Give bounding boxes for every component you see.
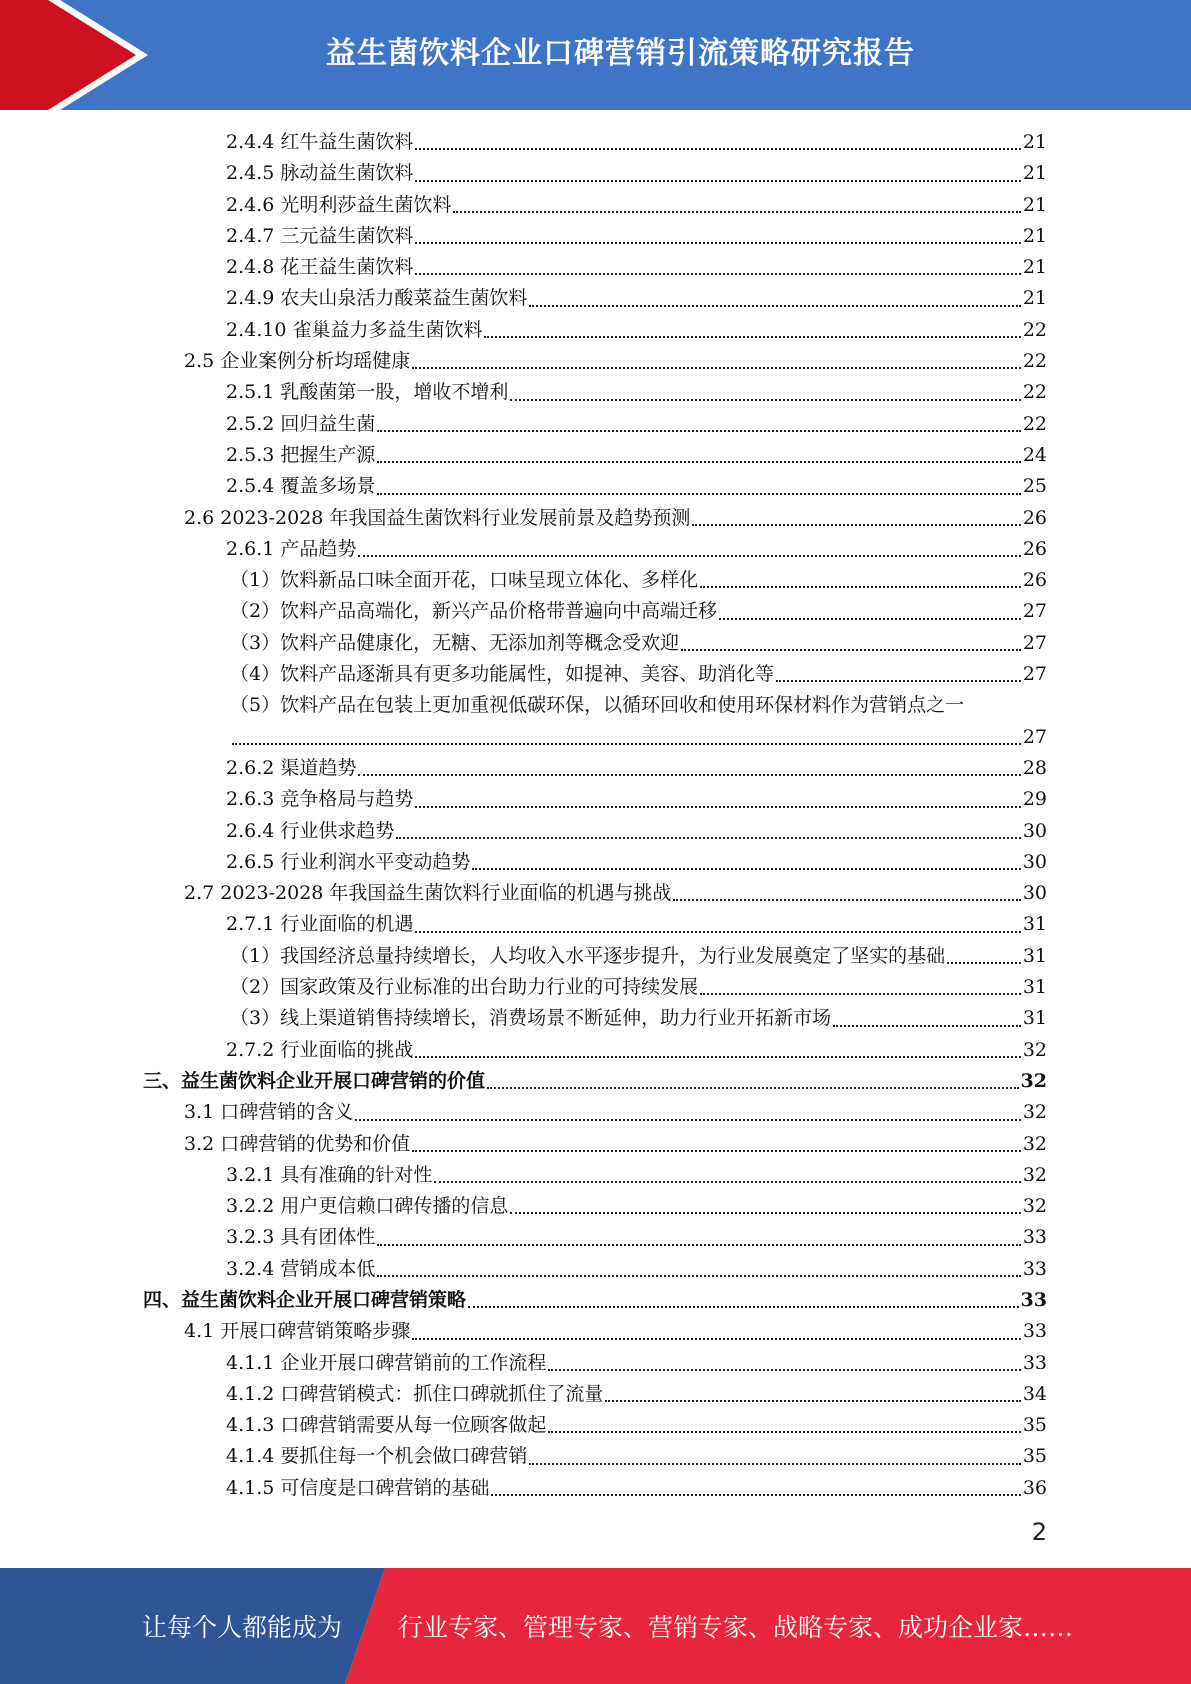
- toc-entry-page: 26: [1022, 569, 1047, 592]
- toc-entry-label: 3.2.4 营销成本低: [226, 1257, 376, 1280]
- toc-entry[interactable]: [0, 1379, 1191, 1410]
- toc-entry-page: 27: [1022, 631, 1047, 654]
- toc-entry-label: 3.2 口碑营销的优势和价值: [184, 1132, 411, 1155]
- toc-leader-dots: [529, 1463, 1020, 1465]
- toc-entry-label: 2.6 2023-2028 年我国益生菌饮料行业发展前景及趋势预测: [184, 506, 691, 529]
- toc-leader-dots: [605, 1400, 1020, 1402]
- toc-entry-page: 21: [1022, 224, 1047, 247]
- toc-leader-dots: [415, 180, 1020, 182]
- toc-entry-label: 2.5 企业案例分析均瑶健康: [184, 350, 411, 373]
- toc-entry-label: 3.2.3 具有团体性: [226, 1226, 376, 1249]
- toc-entry-page: 32: [1022, 1132, 1047, 1155]
- toc-entry[interactable]: [0, 1441, 1191, 1472]
- toc-entry[interactable]: [0, 1066, 1191, 1097]
- toc-leader-dots: [673, 899, 1020, 901]
- toc-leader-dots: [510, 1212, 1020, 1214]
- toc-entry-label: 2.6.1 产品趋势: [226, 537, 357, 560]
- toc-entry-page: 26: [1022, 506, 1047, 529]
- toc-entry-label: 4.1.4 要抓住每一个机会做口碑营销: [226, 1445, 528, 1468]
- toc-entry[interactable]: [0, 1348, 1191, 1379]
- toc-leader-dots: [468, 1306, 1019, 1308]
- toc-entry[interactable]: [0, 158, 1191, 189]
- toc-entry[interactable]: [0, 1316, 1191, 1347]
- toc-entry[interactable]: [0, 190, 1191, 221]
- toc-entry-label: 2.6.2 渠道趋势: [226, 756, 357, 779]
- toc-entry[interactable]: [0, 596, 1191, 627]
- toc-leader-dots: [415, 806, 1020, 808]
- toc-leader-dots: [548, 1431, 1020, 1433]
- toc-entry[interactable]: [0, 471, 1191, 502]
- toc-entry-page: 22: [1022, 318, 1047, 341]
- toc-entry-label: 4.1.3 口碑营销需要从每一位顾客做起: [226, 1414, 547, 1437]
- toc-entry-label: 2.4.4 红牛益生菌饮料: [226, 131, 414, 153]
- toc-leader-dots: [415, 148, 1020, 150]
- toc-entry-page: 28: [1022, 756, 1047, 779]
- toc-entry[interactable]: [0, 690, 1191, 721]
- toc-entry-page: 32: [1022, 1038, 1047, 1061]
- toc-leader-dots: [415, 931, 1020, 933]
- toc-leader-dots: [776, 680, 1021, 682]
- toc-entry-label: 3.1 口碑营销的含义: [184, 1101, 354, 1124]
- toc-entry-label: 4.1 开展口碑营销策略步骤: [184, 1320, 411, 1343]
- toc-entry-page: 22: [1022, 381, 1047, 404]
- toc-entry-page: 22: [1022, 350, 1047, 373]
- toc-entry[interactable]: [0, 315, 1191, 346]
- toc-leader-dots: [700, 993, 1021, 995]
- toc-entry-page: 36: [1022, 1476, 1047, 1499]
- toc-leader-dots: [833, 1025, 1021, 1027]
- toc-entry-page: 32: [1022, 1101, 1047, 1124]
- toc-entry[interactable]: [0, 1160, 1191, 1191]
- toc-entry-page: 33: [1022, 1226, 1047, 1249]
- toc-entry-page: 24: [1022, 443, 1047, 466]
- toc-leader-dots: [412, 1150, 1021, 1152]
- toc-entry[interactable]: [0, 816, 1191, 847]
- toc-entry-page: 22: [1022, 412, 1047, 435]
- toc-entry-label: 2.6.3 竞争格局与趋势: [226, 788, 414, 811]
- toc-entry-label: 2.5.2 回归益生菌: [226, 412, 376, 435]
- toc-entry[interactable]: [0, 1285, 1191, 1316]
- toc-entry[interactable]: [0, 440, 1191, 471]
- toc-entry-label: （4）饮料产品逐渐具有更多功能属性，如提神、美容、助消化等: [230, 663, 775, 686]
- toc-entry-page: 27: [1022, 663, 1047, 686]
- toc-entry-label: 3.2.2 用户更信赖口碑传播的信息: [226, 1195, 509, 1218]
- toc-entry-page: 27: [1022, 725, 1047, 748]
- toc-leader-dots: [377, 1244, 1020, 1246]
- toc-entry-page: 30: [1022, 882, 1047, 905]
- toc-leader-dots: [377, 430, 1020, 432]
- toc-entry-page: 32: [1022, 1163, 1047, 1186]
- toc-leader-dots: [510, 399, 1020, 401]
- toc-entry-page: 32: [1020, 1069, 1047, 1092]
- toc-entry[interactable]: [0, 1097, 1191, 1128]
- toc-leader-dots: [434, 1181, 1020, 1183]
- toc-leader-dots: [415, 1056, 1020, 1058]
- toc-leader-dots: [719, 618, 1021, 620]
- toc-entry[interactable]: [0, 1222, 1191, 1253]
- toc-entry-label: （5）饮料产品在包装上更加重视低碳环保，以循环回收和使用环保材料作为营销点之一: [230, 694, 965, 717]
- toc-entry[interactable]: [0, 377, 1191, 408]
- toc-entry-label: 2.4.8 花王益生菌饮料: [226, 256, 414, 279]
- toc-entry[interactable]: [0, 283, 1191, 314]
- toc-entry-label: （2）国家政策及行业标准的出台助力行业的可持续发展: [230, 976, 699, 999]
- toc-entry-continuation: [0, 722, 1191, 753]
- toc-entry[interactable]: [0, 878, 1191, 909]
- toc-leader-dots: [700, 586, 1021, 588]
- toc-entry-label: （1）我国经济总量持续增长，人均收入水平逐步提升，为行业发展奠定了坚实的基础: [230, 944, 946, 967]
- toc-leader-dots: [491, 1494, 1020, 1496]
- toc-leader-dots: [453, 211, 1020, 213]
- toc-entry[interactable]: [0, 346, 1191, 377]
- toc-entry-page: 31: [1022, 944, 1047, 967]
- toc-leader-dots: [472, 868, 1020, 870]
- toc-entry-label: 2.5.4 覆盖多场景: [226, 475, 376, 498]
- toc-entry[interactable]: [0, 1003, 1191, 1034]
- toc-entry-label: 2.4.10 雀巢益力多益生菌饮料: [226, 318, 483, 341]
- toc-entry-page: 33: [1022, 1320, 1047, 1343]
- toc-entry-page: 35: [1022, 1414, 1047, 1437]
- toc-entry-label: （3）线上渠道销售持续增长，消费场景不断延伸，助力行业开拓新市场: [230, 1007, 832, 1030]
- toc-entry-label: 四、益生菌饮料企业开展口碑营销策略: [143, 1288, 467, 1311]
- toc-entry-label: 2.6.5 行业利润水平变动趋势: [226, 850, 471, 873]
- toc-leader-dots: [415, 242, 1020, 244]
- toc-entry[interactable]: [0, 1191, 1191, 1222]
- toc-entry-page: 30: [1022, 819, 1047, 842]
- report-header: [0, 0, 1191, 110]
- toc-entry[interactable]: [0, 784, 1191, 815]
- toc-entry-label: 2.4.5 脉动益生菌饮料: [226, 162, 414, 185]
- toc-entry[interactable]: [0, 628, 1191, 659]
- toc-entry-label: 2.5.1 乳酸菌第一股，增收不增利: [226, 381, 509, 404]
- toc-entry-label: 2.6.4 行业供求趋势: [226, 819, 395, 842]
- toc-entry[interactable]: [0, 534, 1191, 565]
- footer-slogan-left: 让每个人都能成为: [142, 1613, 343, 1642]
- toc-leader-dots: [412, 1338, 1021, 1340]
- toc-entry-label: 2.4.7 三元益生菌饮料: [226, 224, 414, 247]
- toc-entry-label: 2.4.9 农夫山泉活力酸菜益生菌饮料: [226, 287, 528, 310]
- toc-entry-page: 25: [1022, 475, 1047, 498]
- table-of-contents: [0, 127, 1191, 1504]
- footer-banner: [0, 1568, 1191, 1684]
- footer-slogan-right: 行业专家、管理专家、营销专家、战略专家、成功企业家……: [398, 1613, 1074, 1642]
- toc-entry-page: 21: [1022, 256, 1047, 279]
- toc-entry[interactable]: [0, 909, 1191, 940]
- toc-leader-dots: [377, 493, 1020, 495]
- toc-leader-dots: [692, 524, 1020, 526]
- toc-entry-page: 21: [1022, 193, 1047, 216]
- toc-entry-label: 2.7.2 行业面临的挑战: [226, 1038, 414, 1061]
- toc-entry[interactable]: [0, 941, 1191, 972]
- toc-leader-dots: [232, 743, 1021, 745]
- toc-entry[interactable]: [0, 1473, 1191, 1504]
- toc-leader-dots: [358, 555, 1020, 557]
- toc-entry[interactable]: [0, 847, 1191, 878]
- header-chevron-icon: [0, 0, 160, 110]
- toc-leader-dots: [377, 461, 1020, 463]
- toc-entry[interactable]: [0, 1035, 1191, 1066]
- toc-entry-page: 27: [1022, 600, 1047, 623]
- toc-entry-page: 33: [1020, 1288, 1047, 1311]
- toc-entry-page: 31: [1022, 976, 1047, 999]
- toc-entry-label: 2.4.6 光明利莎益生菌饮料: [226, 193, 452, 216]
- toc-leader-dots: [947, 962, 1021, 964]
- toc-entry-label: 三、益生菌饮料企业开展口碑营销的价值: [143, 1069, 486, 1092]
- toc-entry-page: 31: [1022, 1007, 1047, 1030]
- toc-entry[interactable]: [0, 1129, 1191, 1160]
- toc-entry-label: （2）饮料产品高端化，新兴产品价格带普遍向中高端迁移: [230, 600, 718, 623]
- toc-entry-page: 21: [1022, 287, 1047, 310]
- toc-entry[interactable]: [0, 127, 1191, 158]
- toc-leader-dots: [484, 336, 1020, 338]
- toc-entry-label: 3.2.1 具有准确的针对性: [226, 1163, 433, 1186]
- toc-entry-page: 21: [1022, 162, 1047, 185]
- toc-entry[interactable]: [0, 753, 1191, 784]
- toc-entry-label: 2.7 2023-2028 年我国益生菌饮料行业面临的机遇与挑战: [184, 882, 672, 905]
- toc-entry[interactable]: [0, 659, 1191, 690]
- toc-entry-label: （3）饮料产品健康化，无糖、无添加剂等概念受欢迎: [230, 631, 680, 654]
- toc-entry-label: 4.1.5 可信度是口碑营销的基础: [226, 1476, 490, 1499]
- toc-entry-page: 21: [1022, 131, 1047, 153]
- toc-leader-dots: [681, 649, 1021, 651]
- toc-entry[interactable]: [0, 565, 1191, 596]
- toc-entry[interactable]: [0, 252, 1191, 283]
- toc-leader-dots: [529, 305, 1020, 307]
- toc-entry-page: 34: [1022, 1382, 1047, 1405]
- toc-leader-dots: [355, 1119, 1021, 1121]
- toc-leader-dots: [358, 774, 1020, 776]
- toc-leader-dots: [412, 367, 1021, 369]
- toc-entry-page: 33: [1022, 1257, 1047, 1280]
- toc-entry[interactable]: [0, 503, 1191, 534]
- toc-entry-page: 35: [1022, 1445, 1047, 1468]
- toc-entry-label: （1）饮料新品口味全面开花，口味呈现立体化、多样化: [230, 569, 699, 592]
- toc-entry-label: 4.1.2 口碑营销模式：抓住口碑就抓住了流量: [226, 1382, 604, 1405]
- toc-leader-dots: [548, 1369, 1020, 1371]
- toc-entry-page: 29: [1022, 788, 1047, 811]
- toc-entry[interactable]: [0, 221, 1191, 252]
- toc-entry[interactable]: [0, 409, 1191, 440]
- toc-leader-dots: [396, 837, 1020, 839]
- toc-leader-dots: [487, 1087, 1019, 1089]
- toc-entry-label: 4.1.1 企业开展口碑营销前的工作流程: [226, 1351, 547, 1374]
- toc-entry-label: 2.7.1 行业面临的机遇: [226, 913, 414, 936]
- toc-leader-dots: [377, 1275, 1020, 1277]
- toc-entry[interactable]: [0, 972, 1191, 1003]
- toc-entry-page: 31: [1022, 913, 1047, 936]
- toc-entry-page: 30: [1022, 850, 1047, 873]
- toc-entry-page: 26: [1022, 537, 1047, 560]
- toc-entry-label: 2.5.3 把握生产源: [226, 443, 376, 466]
- toc-entry-page: 33: [1022, 1351, 1047, 1374]
- toc-leader-dots: [415, 273, 1020, 275]
- toc-entry[interactable]: [0, 1254, 1191, 1285]
- toc-entry[interactable]: [0, 1410, 1191, 1441]
- report-title: 益生菌饮料企业口碑营销引流策略研究报告: [326, 36, 915, 71]
- toc-entry-page: 32: [1022, 1195, 1047, 1218]
- page-number: 2: [1031, 1518, 1047, 1546]
